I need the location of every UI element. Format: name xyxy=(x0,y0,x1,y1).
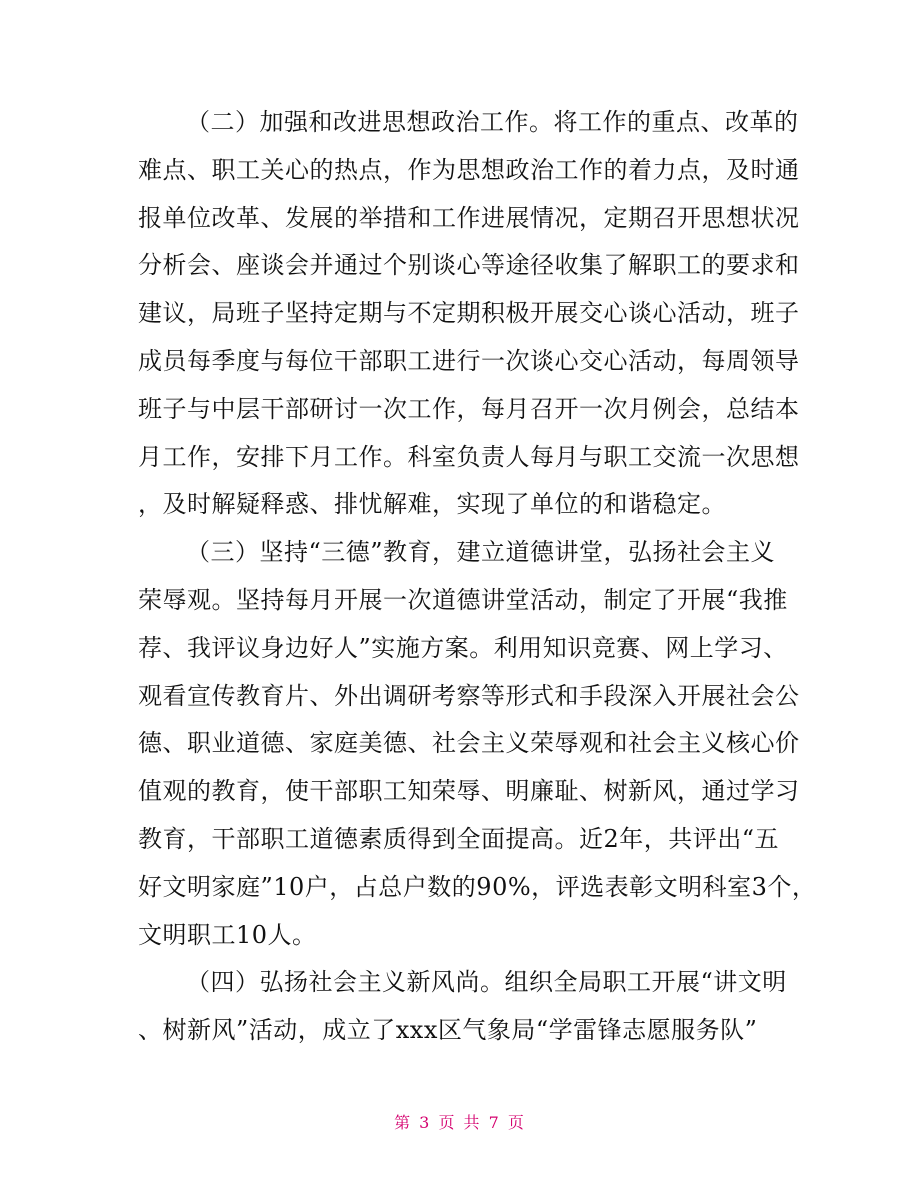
paragraph-4-line-2: 、树新风”活动，成立了xxx区气象局“学雷锋志愿服务队” xyxy=(138,1016,758,1045)
paragraph-2-line-2: 难点、职工关心的热点，作为思想政治工作的着力点，及时通 xyxy=(138,155,800,184)
paragraph-3-line-2: 荣辱观。坚持每月开展一次道德讲堂活动，制定了开展“我推 xyxy=(138,585,788,614)
paragraph-3-line-8: 好文明家庭”10户，占总户数的90%，评选表彰文明科室3个， xyxy=(138,872,817,901)
paragraph-3-line-5: 德、职业道德、家庭美德、社会主义荣辱观和社会主义核心价 xyxy=(138,729,800,758)
paragraph-3-line-3: 荐、我评议身边好人”实施方案。利用知识竞赛、网上学习、 xyxy=(138,633,788,662)
paragraph-3-line-7: 教育，干部职工道德素质得到全面提高。近2年，共评出“五 xyxy=(138,824,780,853)
paragraph-3-line-6: 值观的教育，使干部职工知荣辱、明廉耻、树新风，通过学习 xyxy=(138,777,800,806)
paragraph-2-line-1: （二）加强和改进思想政治工作。将工作的重点、改革的 xyxy=(186,108,799,136)
paragraph-3-line-1: （三）坚持“三德”教育，建立道德讲堂，弘扬社会主义 xyxy=(186,538,776,567)
page-number-footer: 第 3 页 共 7 页 xyxy=(394,1113,526,1132)
paragraph-2-line-9: ，及时解疑释惑、排忧解难，实现了单位的和谐稳定。 xyxy=(138,490,726,519)
paragraph-2-line-4: 分析会、座谈会并通过个别谈心等途径收集了解职工的要求和 xyxy=(138,251,800,280)
paragraph-2-line-5: 建议，局班子坚持定期与不定期积极开展交心谈心活动，班子 xyxy=(138,299,800,328)
paragraph-2-line-6: 成员每季度与每位干部职工进行一次谈心交心活动，每周领导 xyxy=(138,346,800,375)
paragraph-3-line-4: 观看宣传教育片、外出调研考察等形式和手段深入开展社会公 xyxy=(138,681,800,710)
paragraph-2-line-7: 班子与中层干部研讨一次工作，每月召开一次月例会，总结本 xyxy=(138,394,800,423)
document-body xyxy=(138,99,817,1055)
paragraph-3-line-9: 文明职工10人。 xyxy=(138,920,317,949)
paragraph-4-line-1: （四）弘扬社会主义新风尚。组织全局职工开展“讲文明 xyxy=(186,968,787,997)
paragraph-2-line-3: 报单位改革、发展的举措和工作进展情况，定期召开思想状况 xyxy=(138,203,800,232)
paragraph-2-line-8: 月工作，安排下月工作。科室负责人每月与职工交流一次思想 xyxy=(138,442,800,471)
